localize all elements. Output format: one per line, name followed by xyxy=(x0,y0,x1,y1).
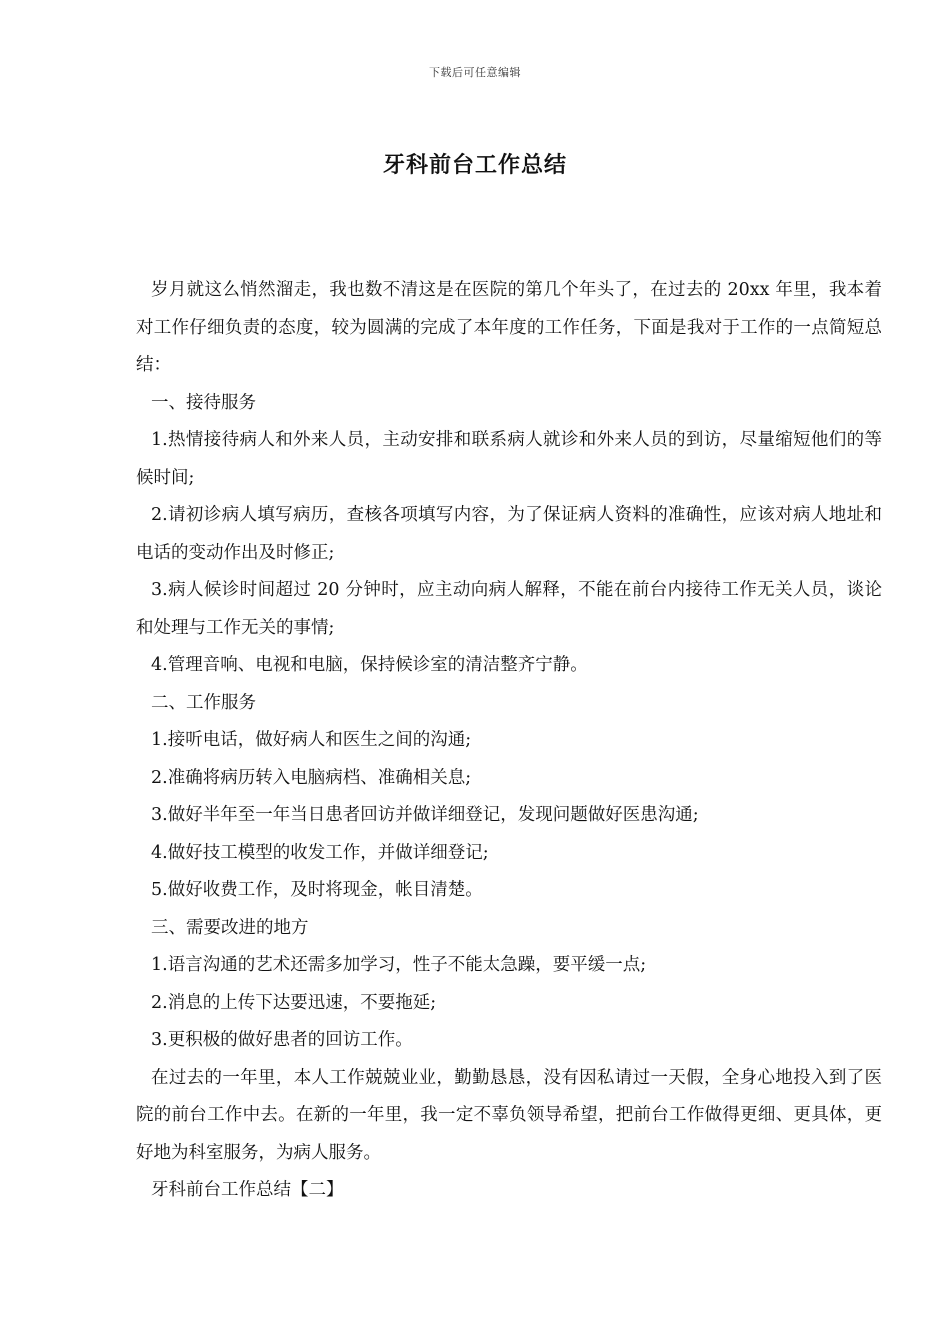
document-title: 牙科前台工作总结 xyxy=(382,153,567,178)
list-item: 3.病人候诊时间超过 20 分钟时，应主动向病人解释，不能在前台内接待工作无关人员，谈论和处理与工作无关的事情; xyxy=(136,580,882,638)
list-item: 2.请初诊病人填写病历，查核各项填写内容，为了保证病人资料的准确性，应该对病人地址和电话的变动作出及时修正; xyxy=(136,505,882,563)
closing-paragraph: 在过去的一年里，本人工作兢兢业业，勤勤恳恳，没有因私请过一天假，全身心地投入到了医院的前台工作中去。在新的一年里，我一定不辜负领导希望，把前台工作做得更细、更具体，更好地为科室服务，为病人服务。 xyxy=(136,1067,882,1163)
list-item: 1.热情接待病人和外来人员，主动安排和联系病人就诊和外来人员的到访，尽量缩短他们的等候时间; xyxy=(136,430,882,488)
list-item: 4.做好技工模型的收发工作，并做详细登记; xyxy=(151,842,489,863)
section-heading-reception: 一、接待服务 xyxy=(151,392,256,413)
list-item: 3.更积极的做好患者的回访工作。 xyxy=(151,1030,413,1050)
list-item: 1.接听电话，做好病人和医生之间的沟通; xyxy=(151,730,472,750)
list-item: 4.管理音响、电视和电脑，保持候诊室的清洁整齐宁静。 xyxy=(151,655,588,675)
list-item: 2.准确将病历转入电脑病档、准确相关息; xyxy=(151,767,472,788)
list-item: 5.做好收费工作，及时将现金，帐目清楚。 xyxy=(151,880,483,900)
list-item: 3.做好半年至一年当日患者回访并做详细登记，发现问题做好医患沟通; xyxy=(151,805,699,825)
section-heading-work: 二、工作服务 xyxy=(151,692,256,713)
next-section-title: 牙科前台工作总结【二】 xyxy=(151,1180,344,1200)
list-item: 2.消息的上传下达要迅速，不要拖延; xyxy=(151,992,437,1013)
header-note: 下载后可任意编辑 xyxy=(429,66,521,79)
document-body xyxy=(136,272,882,1210)
list-item: 1.语言沟通的艺术还需多加学习，性子不能太急躁，要平缓一点; xyxy=(151,955,647,975)
section-heading-improvements: 三、需要改进的地方 xyxy=(151,917,309,938)
intro-paragraph: 岁月就这么悄然溜走，我也数不清这是在医院的第几个年头了，在过去的 20xx 年里，我本着对工作仔细负责的态度，较为圆满的完成了本年度的工作任务，下面是我对于工作的一点简短总结： xyxy=(136,280,882,375)
